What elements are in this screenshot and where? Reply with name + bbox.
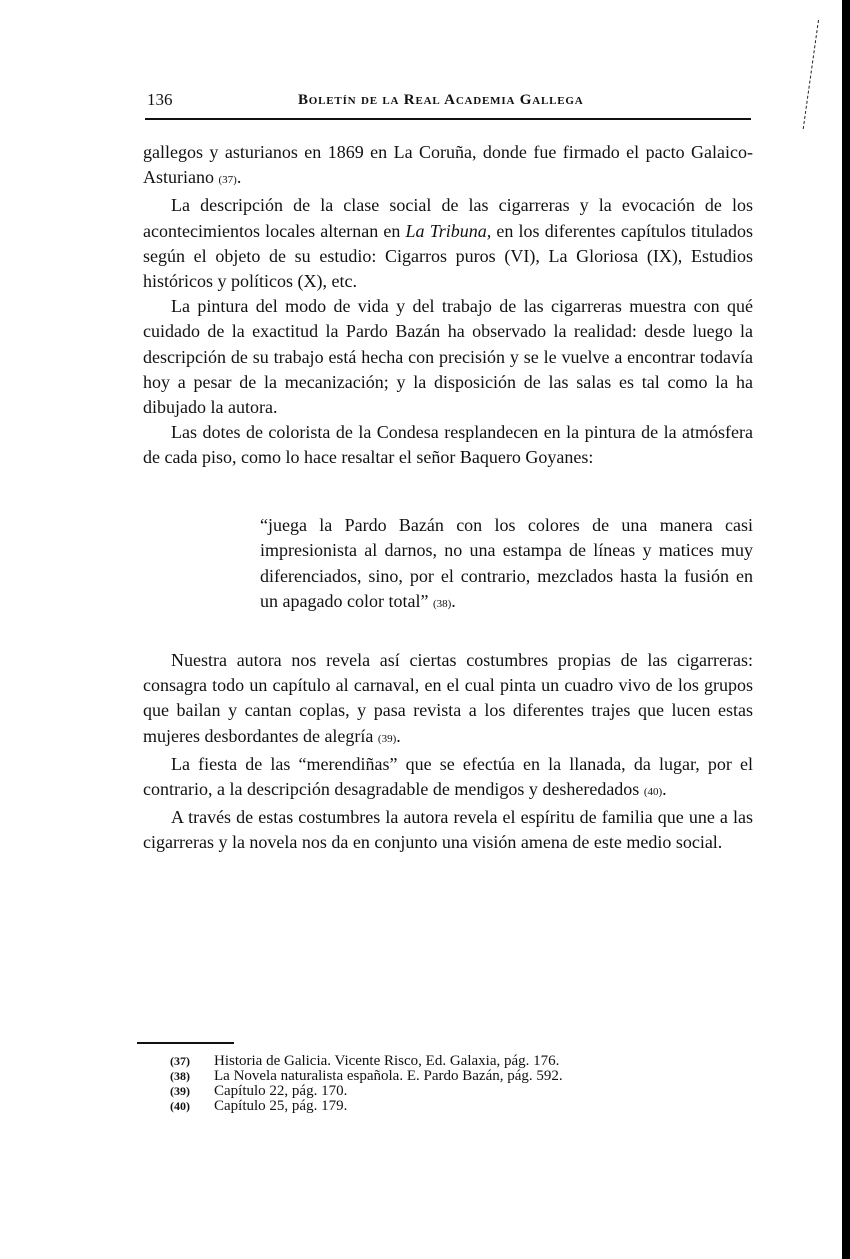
- scan-border-artifact: [842, 0, 850, 1259]
- footnote-38: [170, 1069, 760, 1084]
- paragraph-3: La pintura del modo de vida y del trabajo de las cigarreras muestra con qué cuidado de la exactitud la Pardo Bazán ha observado la realidad: desde luego la descripción de su trabajo está hecha con precisión y se le vuelve a encontrar todavía hoy a pesar de la mecanización; y la disposición de las salas es tal como la ha dibujado la autora.: [143, 296, 753, 418]
- footnote-number: (39): [170, 1084, 190, 1098]
- footnote-text: Capítulo 25, pág. 179.: [214, 1098, 348, 1114]
- paragraph-4: Las dotes de colorista de la Condesa resplandecen en la pintura de la atmósfera de cada piso, como lo hace resaltar el señor Baquero Goyanes:: [143, 422, 753, 468]
- footnote-number: (40): [170, 1099, 190, 1113]
- paragraph-5: Nuestra autora nos revela así ciertas costumbres propias de las cigarreras: consagra todo un capítulo al carnaval, en el cual pinta un cuadro vivo de los grupos que bailan y cantan coplas, y pasa revista a los diferentes trajes que lucen estas mujeres desbordantes de alegría (39).: [143, 650, 753, 746]
- running-header: [143, 88, 753, 116]
- footnotes: [170, 1054, 760, 1114]
- footnote-ref-37: (37): [218, 174, 237, 187]
- footnote-rule: [137, 1042, 234, 1044]
- paragraph-2: La descripción de la clase social de las cigarreras y la evocación de los acontecimientos locales alternan en La Tribuna, en los diferentes capítulos titulados según el objeto de su estudio: Cigarros puros (VI), La Gloriosa (IX), Estudios históricos y políticos (X), etc.: [143, 195, 753, 292]
- footnote-text: Historia de Galicia. Vicente Risco, Ed. Galaxia, pág. 176.: [214, 1053, 560, 1069]
- body-text: [143, 140, 753, 856]
- paragraph-6: La fiesta de las “merendiñas” que se efectúa en la llanada, da lugar, por el contrario, a la descripción desagradable de mendigos y desheredados (40).: [143, 753, 753, 800]
- scan-mark-artifact: [803, 20, 821, 129]
- block-quote: “juega la Pardo Bazán con los colores de una manera casi impresionista al darnos, no una estampa de líneas y matices muy diferenciados, sino, por el contrario, mezclados hasta la fusión en un apagado color total” (38).: [260, 514, 753, 612]
- paragraph-7: A través de estas costumbres la autora revela el espíritu de familia que une a las cigarreras y la novela nos da en conjunto una visión amena de este medio social.: [143, 807, 753, 853]
- footnote-text: La Novela naturalista española. E. Pardo Bazán, pág. 592.: [214, 1068, 563, 1084]
- footnote-37: [170, 1054, 760, 1069]
- footnote-number: (37): [170, 1054, 190, 1068]
- footnote-ref-38: (38): [432, 598, 452, 611]
- header-rule: [145, 118, 751, 120]
- footnote-ref-40: (40): [643, 786, 663, 799]
- footnote-40: [170, 1099, 760, 1114]
- footnote-ref-39: (39): [377, 732, 397, 745]
- book-title-la-tribuna: La Tribuna,: [405, 220, 492, 241]
- footnote-39: [170, 1084, 760, 1099]
- page-number: 136: [147, 90, 173, 109]
- footnote-number: (38): [170, 1069, 190, 1083]
- paragraph-1: gallegos y asturianos en 1869 en La Coruña, donde fue firmado el pacto Galaico-Asturiano (37).: [143, 142, 753, 188]
- footnote-text: Capítulo 22, pág. 170.: [214, 1083, 348, 1099]
- journal-title: Boletín de la Real Academia Gallega: [298, 92, 584, 108]
